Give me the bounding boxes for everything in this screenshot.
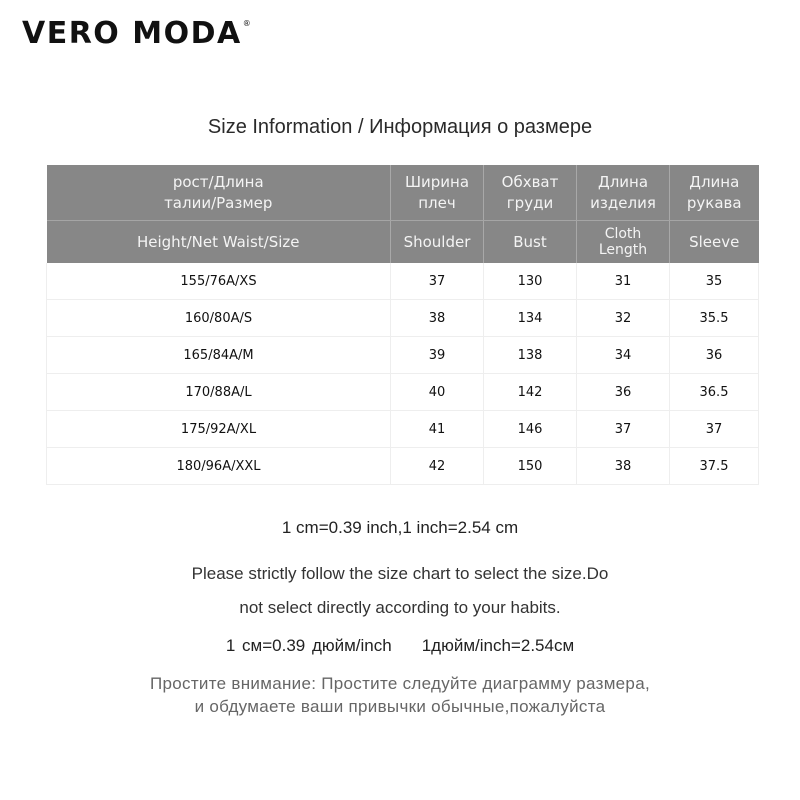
table-row (47, 411, 759, 448)
sizing-advice-english-line1: Please strictly follow the size chart to select the size.Do (191, 564, 609, 583)
size-table (46, 165, 759, 485)
cell-bust: 130 (484, 263, 577, 300)
cell-size: 175/92A/XL (47, 411, 391, 448)
sizing-advice-english (0, 557, 800, 625)
cell-length: 36 (577, 374, 670, 411)
table-row (47, 374, 759, 411)
sizing-advice-russian-line2: и обдумаете ваши привычки обычные,пожалуйста (194, 697, 606, 716)
header-bust-en: Bust (484, 221, 577, 264)
cell-length: 31 (577, 263, 670, 300)
table-row (47, 263, 759, 300)
header-length-en: Cloth Length (577, 221, 670, 264)
brand-logo-text: VERO MODA (22, 16, 242, 51)
cell-size: 165/84A/M (47, 337, 391, 374)
cell-shoulder: 38 (391, 300, 484, 337)
cell-size: 180/96A/XXL (47, 448, 391, 485)
cell-length: 37 (577, 411, 670, 448)
registered-mark: ® (242, 19, 253, 28)
header-shoulder-en: Shoulder (391, 221, 484, 264)
cell-sleeve: 35.5 (670, 300, 759, 337)
table-row (47, 300, 759, 337)
table-row (47, 448, 759, 485)
header-shoulder-ru: Ширина плеч (391, 165, 484, 221)
conversion-ru-cm: 1 см=0.39 дюйм/inch (225, 636, 392, 655)
cell-length: 34 (577, 337, 670, 374)
header-row-english (47, 221, 759, 264)
cell-shoulder: 37 (391, 263, 484, 300)
cell-length: 38 (577, 448, 670, 485)
cell-shoulder: 42 (391, 448, 484, 485)
brand-logo (22, 16, 252, 51)
cell-size: 155/76A/XS (47, 263, 391, 300)
sizing-advice-russian (0, 672, 800, 718)
sizing-advice-russian-line1: Простите внимание: Простите следуйте диаграмму размера, (150, 674, 650, 693)
sizing-advice-english-line2: not select directly according to your habits. (239, 598, 561, 617)
header-sleeve-en: Sleeve (670, 221, 759, 264)
header-bust-ru: Обхват груди (484, 165, 577, 221)
cell-size: 170/88A/L (47, 374, 391, 411)
conversion-note-russian (0, 636, 800, 656)
cell-bust: 142 (484, 374, 577, 411)
header-height-size-en: Height/Net Waist/Size (47, 221, 391, 264)
cell-shoulder: 39 (391, 337, 484, 374)
cell-bust: 150 (484, 448, 577, 485)
cell-sleeve: 37.5 (670, 448, 759, 485)
cell-sleeve: 35 (670, 263, 759, 300)
cell-size: 160/80A/S (47, 300, 391, 337)
cell-sleeve: 36.5 (670, 374, 759, 411)
cell-length: 32 (577, 300, 670, 337)
header-row-russian (47, 165, 759, 221)
cell-bust: 146 (484, 411, 577, 448)
cell-bust: 138 (484, 337, 577, 374)
cell-bust: 134 (484, 300, 577, 337)
header-length-ru: Длина изделия (577, 165, 670, 221)
page-title: Size Information / Информация о размере (207, 116, 593, 138)
cell-shoulder: 41 (391, 411, 484, 448)
header-sleeve-ru: Длина рукава (670, 165, 759, 221)
conversion-note-english: 1 cm=0.39 inch,1 inch=2.54 cm (281, 518, 519, 537)
cell-sleeve: 37 (670, 411, 759, 448)
cell-shoulder: 40 (391, 374, 484, 411)
table-row (47, 337, 759, 374)
cell-sleeve: 36 (670, 337, 759, 374)
conversion-ru-inch: 1дюйм/inch=2.54см (421, 636, 575, 655)
header-height-size-ru: рост/Длина талии/Размер (47, 165, 391, 221)
